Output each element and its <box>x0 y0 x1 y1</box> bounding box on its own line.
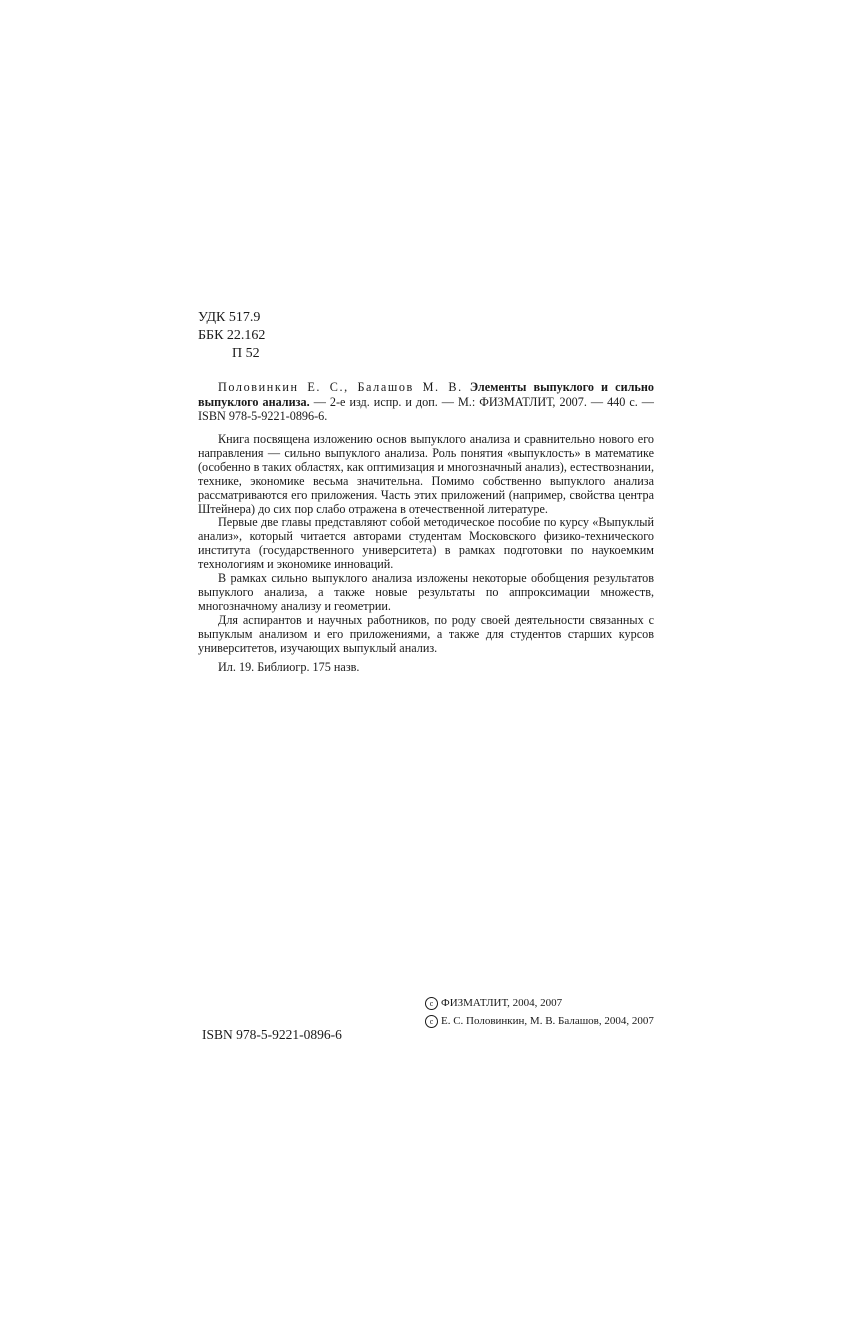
abstract-paragraph: Книга посвящена изложению основ выпуклого анализа и сравнительно нового его направления — сильно выпуклого анализа. Роль понятия «выпуклость» в математике (особенно в таких областях, как оптимизация и многозначный анализ), естествознании, технике, экономике весьма значительна. Помимо собственно выпуклого анализа рассматриваются его приложения. Часть этих приложений (например, свойства центра Штейнера) до сих пор слабо отражена в отечественной литературе. <box>198 432 654 516</box>
abstract-paragraph: Первые две главы представляют собой методическое пособие по курсу «Выпуклый анализ», который читается авторами студентам Московского физико-технического института (государственного университета) в рамках подготовки по наукоемким технологиям и экономике инноваций. <box>198 515 654 572</box>
copyright-publisher <box>425 997 657 1010</box>
copyright-block <box>425 997 657 1033</box>
isbn: ISBN 978-5-9221-0896-6 <box>202 1027 342 1042</box>
biblio-title: Элементы выпуклого и сильно выпуклого анализа. <box>198 380 654 409</box>
biblio-authors: Половинкин Е. С., Балашов М. В. <box>218 380 463 394</box>
bibliographic-record <box>198 380 654 424</box>
biblio-details: — 2-е изд. испр. и доп. — М.: ФИЗМАТЛИТ, 2007. — 440 с. — ISBN 978-5-9221-0896-6. <box>198 394 654 424</box>
copyright-authors <box>425 1015 657 1028</box>
copyright-publisher-text: ФИЗМАТЛИТ, 2004, 2007 <box>441 997 563 1009</box>
copyright-icon: c <box>425 1015 438 1028</box>
author-mark: П 52 <box>232 346 260 361</box>
copyright-authors-text: Е. С. Половинкин, М. В. Балашов, 2004, 2007 <box>441 1015 654 1027</box>
copyright-icon: c <box>425 997 438 1010</box>
illustrations-note: Ил. 19. Библиогр. 175 назв. <box>218 659 360 674</box>
classification-codes <box>198 309 265 363</box>
udk-code: УДК 517.9 <box>198 310 261 325</box>
bbk-code: ББК 22.162 <box>198 328 266 343</box>
abstract-paragraph: В рамках сильно выпуклого анализа изложены некоторые обобщения результатов выпуклого анализа, а также новые результаты по аппроксимации множеств, многозначному анализу и геометрии. <box>198 571 654 613</box>
abstract-paragraph: Для аспирантов и научных работников, по роду своей деятельности связанных с выпуклым анализом и его приложениями, а также для студентов старших курсов университетов, изучающих выпуклый анализ. <box>198 612 654 655</box>
abstract <box>198 433 654 674</box>
